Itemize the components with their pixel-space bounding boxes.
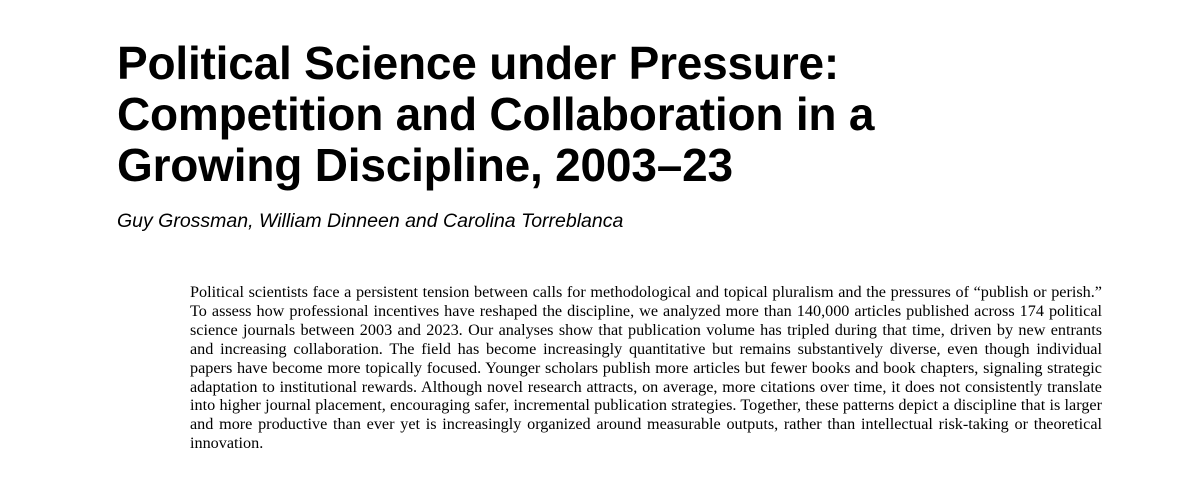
paper-title xyxy=(117,38,1157,191)
author-list: Guy Grossman, William Dinneen and Carolina Torreblanca xyxy=(117,210,624,232)
title-line-3: Growing Discipline, 2003–23 xyxy=(117,139,733,191)
title-line-1: Political Science under Pressure: xyxy=(117,37,840,89)
title-line-2: Competition and Collaboration in a xyxy=(117,88,875,140)
abstract-text: Political scientists face a persistent tension between calls for methodological and topical pluralism and the pressures of “publish or perish.” To assess how professional incentives have reshaped the discipline, we analyzed more than 140,000 articles published across 174 political science journals between 2003 and 2023. Our analyses show that publication volume has tripled during that time, driven by new entrants and increasing collaboration. The field has become increasingly quantitative but remains substantively diverse, even though individual papers have become more topically focused. Younger scholars publish more articles but fewer books and book chapters, signaling strategic adaptation to institutional rewards. Although novel research attracts, on average, more citations over time, it does not consistently translate into higher journal placement, encouraging safer, incremental publication strategies. Together, these patterns depict a discipline that is larger and more productive than ever yet is increasingly organized around measurable outputs, rather than intellectual risk-taking or theoretical innovation. xyxy=(190,283,1102,453)
